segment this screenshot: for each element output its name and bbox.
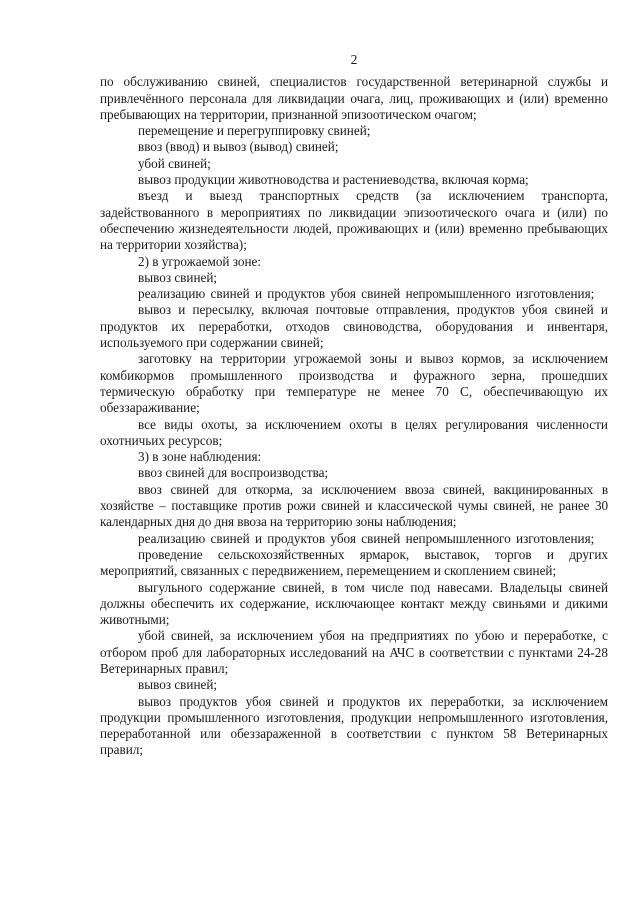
paragraph-sale-nonindustrial: реализацию свиней и продуктов убоя свиней непромышленного изготовления; (138, 286, 595, 302)
paragraph-slaughter-exception: убой свиней, за исключением убоя на предприятиях по убою и переработке, с отбором проб для лабораторных исследований на АЧС в соответствии с пунктами 24-28 Ветеринарных правил; (100, 628, 608, 676)
document-page (100, 52, 608, 759)
paragraph-fattening-import: ввоз свиней для откорма, за исключением ввоза свиней, вакцинированных в хозяйстве – поставщике против рожи свиней и классической чумы свиней, не ранее 30 календарных дня до дня ввоза на территорию зоны наблюдения; (100, 481, 608, 530)
paragraph-pigs-export-2: вывоз свиней; (138, 677, 218, 693)
paragraph-hunting: все виды охоты, за исключением охоты в целях регулирования численности охотничьих ресурсов; (100, 416, 608, 448)
paragraph-sale-nonindustrial-2: реализацию свиней и продуктов убоя свиней непромышленного изготовления; (138, 530, 595, 546)
paragraph-products-export: вывоз продукции животноводства и растениеводства, включая корма; (138, 172, 529, 188)
paragraph-continuation: по обслуживанию свиней, специалистов государственной ветеринарной службы и привлечённого персонала для ликвидации очага, лиц, проживающих и (или) временно пребывающих на территории, признанной эпизоотическом очагом; (100, 74, 608, 122)
paragraph-vehicles: въезд и выезд транспортных средств (за исключением транспорта, задействованного в мероприятиях по ликвидации эпизоотического очага и (или) по обеспечению жизнедеятельности людей, проживающих и (или) временно пребывающих на территории хозяйства); (100, 188, 608, 253)
paragraph-free-range: выгульного содержание свиней, в том числе под навесами. Владельцы свиней должны обеспечить их содержание, исключающее контакт между свиньями и дикими животными; (100, 579, 608, 628)
paragraph-breeding-import: ввоз свиней для воспроизводства; (138, 465, 329, 481)
paragraph-slaughter: убой свиней; (138, 155, 211, 171)
heading-observation-zone: 3) в зоне наблюдения: (138, 449, 262, 465)
paragraph-import-export: ввоз (ввод) и вывоз (вывод) свиней; (138, 139, 339, 155)
paragraph-mailing: вывоз и пересылку, включая почтовые отправления, продуктов убоя свиней и продуктов их переработки, отходов свиноводства, оборудования и инвентаря, используемого при содержании свиней; (100, 302, 608, 351)
paragraph-relocation: перемещение и перегруппировку свиней; (138, 123, 371, 139)
paragraph-pigs-export: вывоз свиней; (138, 269, 218, 285)
paragraph-fairs: проведение сельскохозяйственных ярмарок, выставок, торгов и других мероприятий, связанных с передвижением, перемещением и скоплением свиней; (100, 546, 608, 579)
heading-threatened-zone: 2) в угрожаемой зоне: (138, 253, 262, 269)
paragraph-feed-procurement: заготовку на территории угрожаемой зоны и вывоз кормов, за исключением комбикормов промышленного производства и фуражного зерна, прошедших термическую обработку при температуре не менее 70 С, обеспечивающую их обеззараживание; (100, 351, 608, 416)
paragraph-products-export-2: вывоз продуктов убоя свиней и продуктов их переработки, за исключением продукции промышленного изготовления, продукции непромышленного изготовления, переработанной или обеззараженной в соответствии с пунктом 58 Ветеринарных правил; (100, 693, 608, 758)
page-number: 2 (350, 52, 358, 67)
